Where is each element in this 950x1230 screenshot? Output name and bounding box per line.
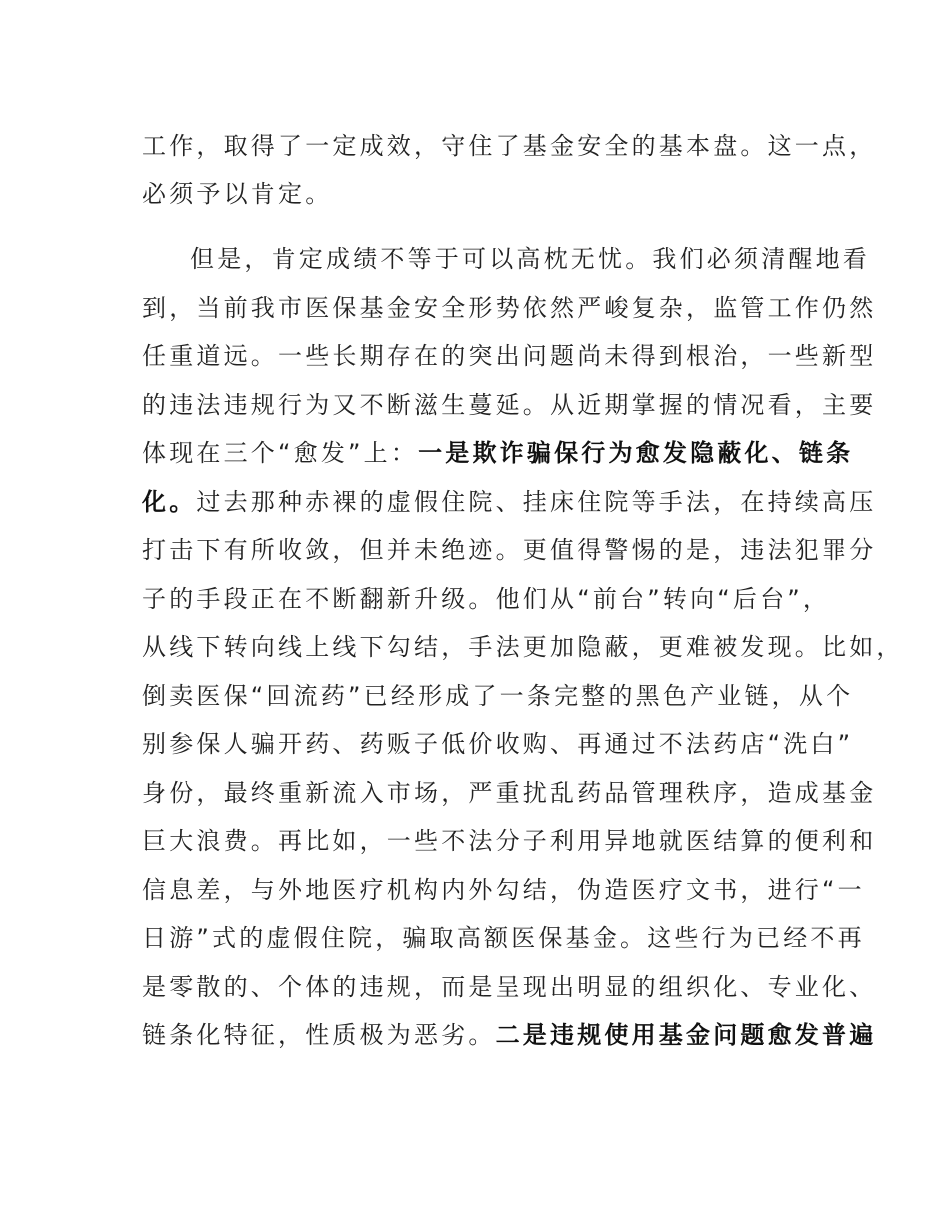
paragraph-2-line-6 <box>142 486 877 518</box>
paragraph-2-line-1: 但是，肯定成绩不等于可以高枕无忧。我们必须清醒地看 <box>190 245 870 273</box>
paragraph-2-line-5 <box>142 437 854 469</box>
line-17-text: 链条化特征，性质极为恶劣。 <box>142 1021 496 1049</box>
paragraph-2-line-16: 是零散的、个体的违规，而是呈现出明显的组织化、专业化、 <box>142 973 877 1001</box>
paragraph-2-line-7: 打击下有所收敛，但并未绝迹。更值得警惕的是，违法犯罪分 <box>142 536 877 564</box>
paragraph-2-line-15: 日游”式的虚假住院，骗取高额医保基金。这些行为已经不再 <box>142 924 865 952</box>
emphasis-point-two: 二是违规使用基金问题愈发普遍 <box>495 1021 877 1049</box>
paragraph-2-line-3: 任重道远。一些长期存在的突出问题尚未得到根治，一些新型 <box>142 342 877 370</box>
paragraph-2-line-13: 巨大浪费。再比如，一些不法分子利用异地就医结算的便利和 <box>142 827 877 855</box>
paragraph-2-line-17 <box>142 1019 877 1051</box>
paragraph-2-line-2: 到，当前我市医保基金安全形势依然严峻复杂，监管工作仍然 <box>142 294 877 322</box>
paragraph-1-line-1: 工作，取得了一定成效，守住了基金安全的基本盘。这一点， <box>142 132 877 160</box>
line-5-text: 体现在三个“愈发”上： <box>142 439 419 467</box>
line-6-text: 过去那种赤裸的虚假住院、挂床住院等手法，在持续高压 <box>196 488 877 516</box>
paragraph-2-line-11: 别参保人骗开药、药贩子低价收购、再通过不法药店“洗白” <box>142 730 854 758</box>
emphasis-point-one: 一是欺诈骗保行为愈发隐蔽化、链条 <box>418 439 854 467</box>
paragraph-2-line-9: 从线下转向线上线下勾结，手法更加隐蔽，更难被发现。比如， <box>142 633 904 661</box>
paragraph-1-line-2: 必须予以肯定。 <box>142 180 333 208</box>
paragraph-2-line-12: 身份，最终重新流入市场，严重扰乱药品管理秩序，造成基金 <box>142 779 877 807</box>
paragraph-2-line-4: 的违法违规行为又不断滋生蔓延。从近期掌握的情况看，主要 <box>142 391 877 419</box>
paragraph-2-line-8: 子的手段正在不断翻新升级。他们从“前台”转向“后台”， <box>142 585 831 613</box>
emphasis-point-one-end: 化。 <box>142 488 197 516</box>
paragraph-2-line-14: 信息差，与外地医疗机构内外勾结，伪造医疗文书，进行“一 <box>142 876 865 904</box>
paragraph-2-line-10: 倒卖医保“回流药”已经形成了一条完整的黑色产业链，从个 <box>142 682 854 710</box>
